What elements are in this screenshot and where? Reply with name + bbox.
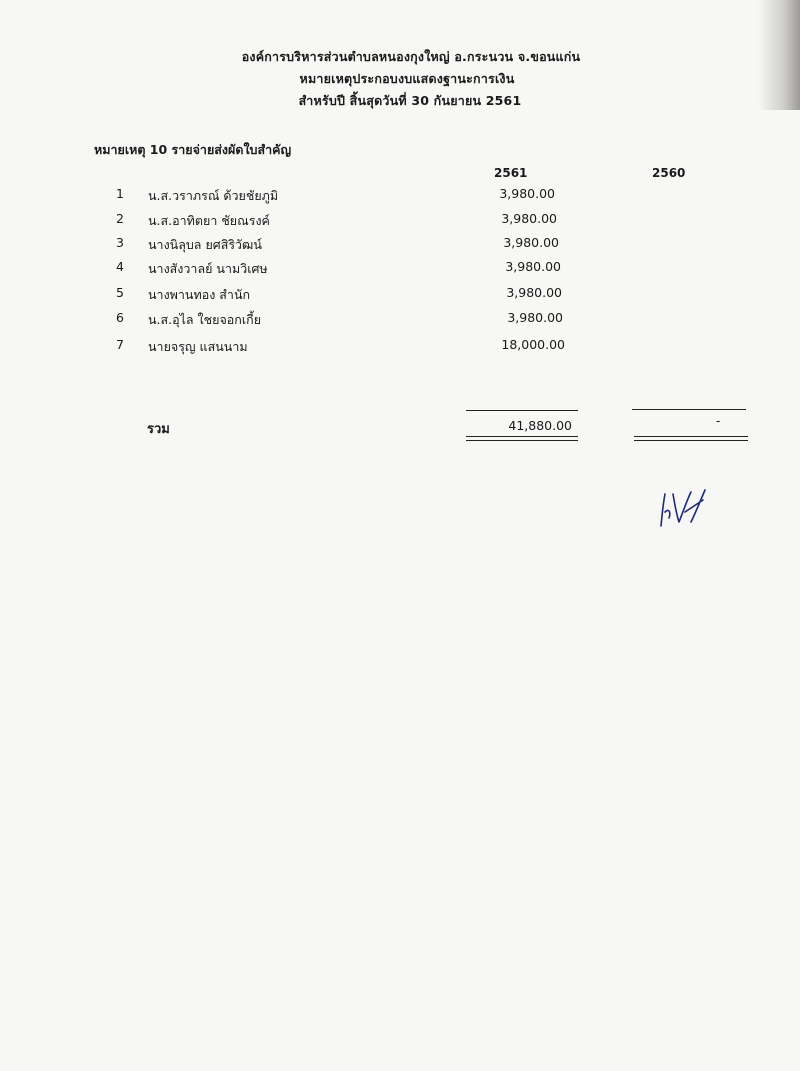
row-amount: 3,980.00 (503, 235, 559, 250)
table-row (0, 259, 561, 279)
row-name: น.ส.อุไล ใชยจอกเกี้ย (148, 312, 262, 327)
row-number: 3 (116, 235, 124, 250)
table-row (0, 235, 559, 255)
row-number: 6 (116, 310, 124, 325)
row-name: น.ส.วราภรณ์ ด้วยชัยภูมิ (148, 188, 279, 203)
row-amount: 3,980.00 (499, 186, 555, 201)
row-name: นายจรุญ แสนนาม (148, 339, 248, 354)
table-row (0, 211, 557, 231)
row-name: นางพานทอง สำนัก (148, 287, 251, 302)
row-number: 5 (116, 285, 124, 300)
table-row (0, 186, 555, 206)
statement-subtitle: หมายเหตุประกอบงบแสดงฐานะการเงิน (299, 71, 515, 86)
row-amount: 18,000.00 (501, 337, 565, 352)
subtotal-rule-previous (632, 409, 746, 410)
total-current: 41,880.00 (508, 418, 572, 433)
double-rule-current-bottom (466, 440, 578, 441)
row-number: 4 (116, 259, 124, 274)
table-row (0, 337, 565, 357)
double-rule-previous-top (634, 436, 748, 437)
column-header-current-year: 2561 (494, 166, 528, 180)
row-name: น.ส.อาทิตยา ชัยณรงค์ (148, 213, 270, 228)
note-title: หมายเหตุ 10 รายจ่ายส่งผัดใบสำคัญ (94, 142, 292, 157)
row-amount: 3,980.00 (505, 259, 561, 274)
row-number: 7 (116, 337, 124, 352)
row-name: นางสังวาลย์ นามวิเศษ (148, 261, 268, 276)
document-header (0, 46, 800, 112)
row-amount: 3,980.00 (506, 285, 562, 300)
row-name: นางนิลุบล ยศสิริวัฒน์ (148, 237, 262, 252)
period-line: สำหรับปี สิ้นสุดวันที่ 30 กันยายน 2561 (298, 93, 522, 108)
row-number: 1 (116, 186, 124, 201)
table-row (0, 285, 562, 305)
row-amount: 3,980.00 (507, 310, 563, 325)
row-number: 2 (116, 211, 124, 226)
total-label: รวม (147, 422, 170, 437)
double-rule-previous-bottom (634, 440, 748, 441)
row-amount: 3,980.00 (501, 211, 557, 226)
signature (655, 482, 715, 532)
subtotal-rule-current (466, 410, 578, 411)
column-header-previous-year: 2560 (652, 166, 686, 180)
table-row (0, 310, 563, 330)
organization-title: องค์การบริหารส่วนตำบลหนองกุงใหญ่ อ.กระนวน จ.ขอนแก่น (241, 49, 581, 64)
double-rule-current-top (466, 436, 578, 437)
total-previous: - (716, 414, 721, 428)
